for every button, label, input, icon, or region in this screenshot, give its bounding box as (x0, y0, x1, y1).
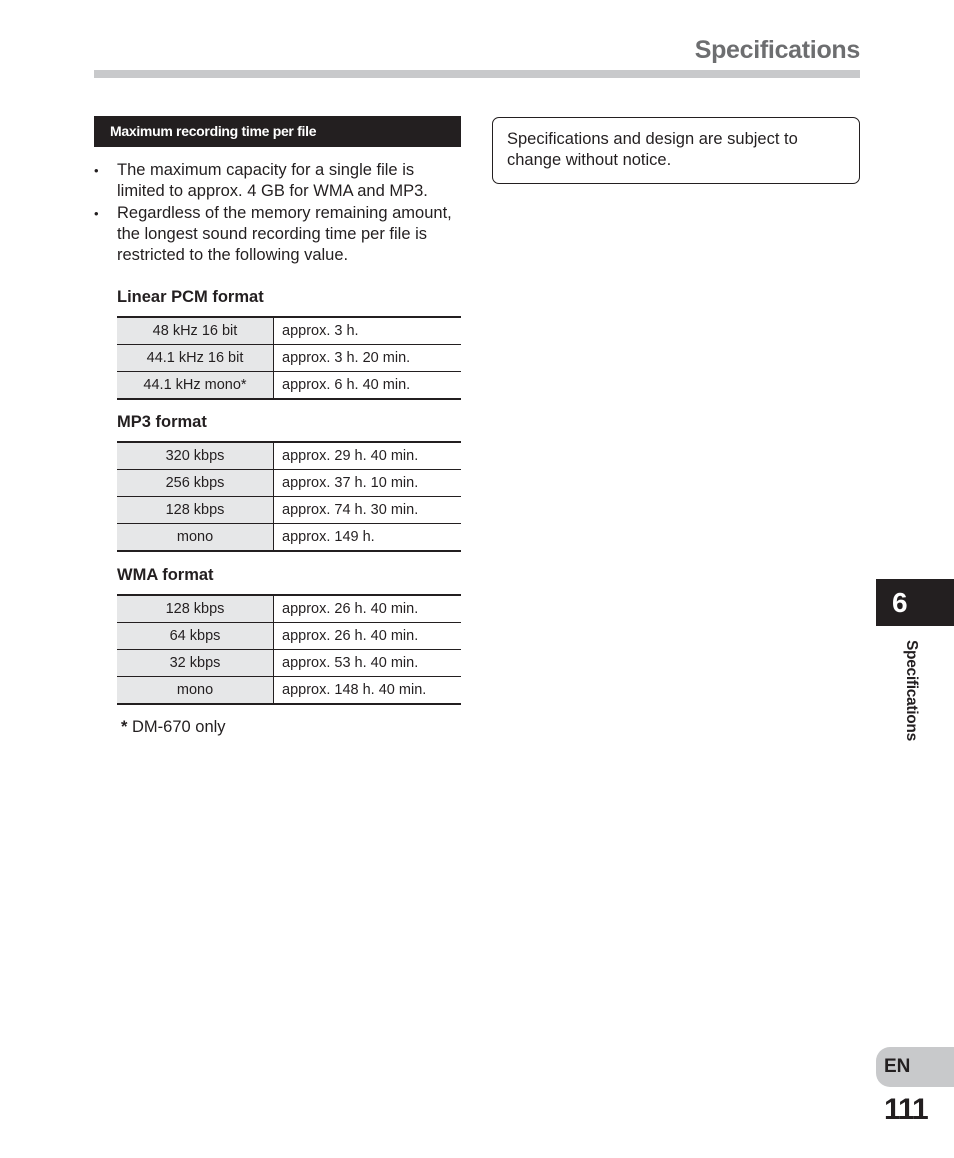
linear-pcm-heading: Linear PCM format (117, 288, 264, 306)
chapter-number-tab: 6 (876, 579, 954, 626)
setting-cell: 320 kbps (117, 442, 274, 470)
time-cell: approx. 3 h. 20 min. (274, 345, 462, 372)
setting-cell: 32 kbps (117, 650, 274, 677)
time-cell: approx. 149 h. (274, 524, 462, 552)
setting-cell: 256 kbps (117, 470, 274, 497)
mp3-heading: MP3 format (117, 413, 207, 431)
table-row (117, 623, 461, 650)
time-cell: approx. 26 h. 40 min. (274, 623, 462, 650)
setting-cell: mono (117, 677, 274, 705)
table-row (117, 442, 461, 470)
wma-heading: WMA format (117, 566, 214, 584)
table-row (117, 317, 461, 345)
time-cell: approx. 53 h. 40 min. (274, 650, 462, 677)
table-row (117, 345, 461, 372)
page-title: Specifications (694, 36, 860, 64)
table-row (117, 470, 461, 497)
page-number: 111 (884, 1093, 928, 1126)
table-row (117, 677, 461, 705)
footnote-text: DM-670 only (127, 718, 226, 736)
time-cell: approx. 148 h. 40 min. (274, 677, 462, 705)
language-tab: EN (876, 1047, 954, 1087)
setting-cell: 44.1 kHz 16 bit (117, 345, 274, 372)
time-cell: approx. 29 h. 40 min. (274, 442, 462, 470)
bullet-item: • Regardless of the memory remaining amount, the longest sound recording time per file is restricted to the following value. (94, 203, 466, 266)
linear-pcm-table (117, 316, 461, 400)
setting-cell: 48 kHz 16 bit (117, 317, 274, 345)
section-heading: Maximum recording time per file (94, 116, 461, 147)
footnote-mark: * (121, 718, 128, 736)
mp3-table (117, 441, 461, 552)
footnote (121, 718, 226, 737)
time-cell: approx. 3 h. (274, 317, 462, 345)
bullet-list (94, 160, 466, 267)
setting-cell: 44.1 kHz mono* (117, 372, 274, 400)
table-row (117, 524, 461, 552)
table-row (117, 372, 461, 400)
time-cell: approx. 74 h. 30 min. (274, 497, 462, 524)
wma-table (117, 594, 461, 705)
chapter-label: Specifications (903, 640, 920, 741)
time-cell: approx. 6 h. 40 min. (274, 372, 462, 400)
time-cell: approx. 37 h. 10 min. (274, 470, 462, 497)
notice-box: Specifications and design are subject to change without notice. (492, 117, 860, 184)
title-rule (94, 70, 860, 78)
bullet-item: • The maximum capacity for a single file is limited to approx. 4 GB for WMA and MP3. (94, 160, 466, 202)
setting-cell: mono (117, 524, 274, 552)
setting-cell: 128 kbps (117, 595, 274, 623)
table-row (117, 595, 461, 623)
time-cell: approx. 26 h. 40 min. (274, 595, 462, 623)
table-row (117, 650, 461, 677)
setting-cell: 64 kbps (117, 623, 274, 650)
setting-cell: 128 kbps (117, 497, 274, 524)
table-row (117, 497, 461, 524)
